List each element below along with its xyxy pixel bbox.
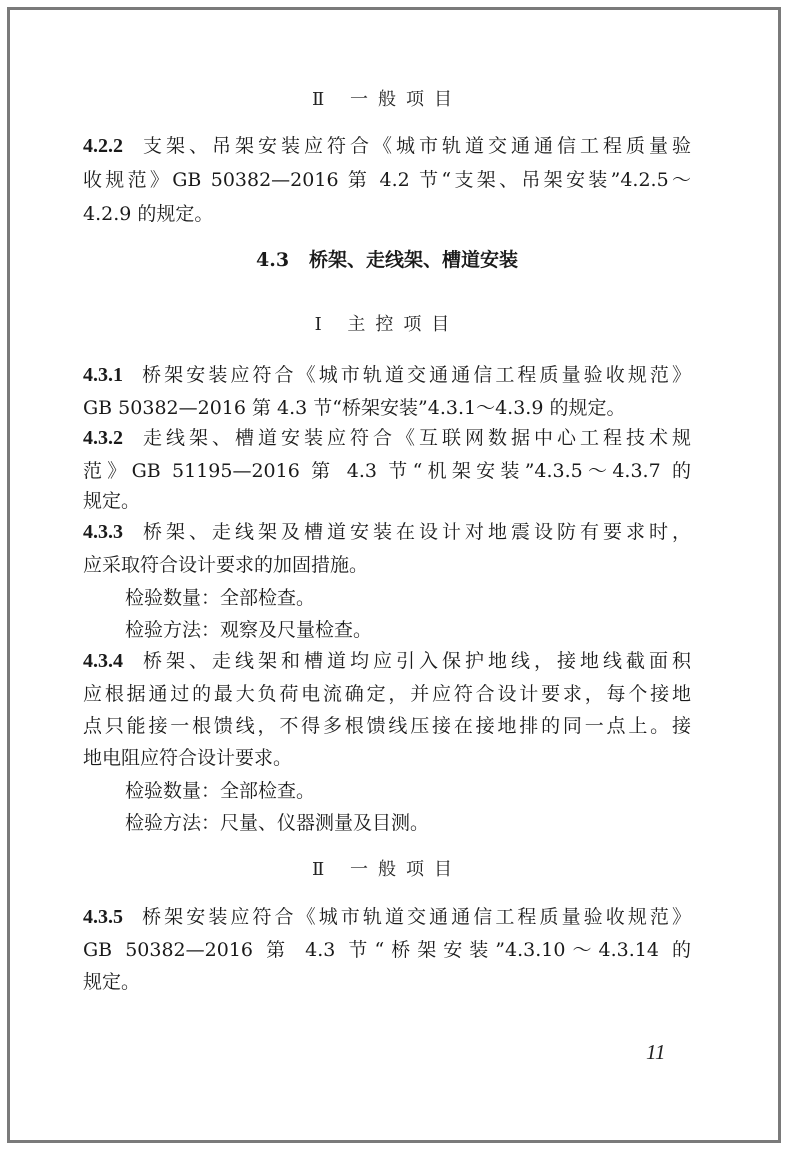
clause-4-2-2-line-2: 收规范》GB 50382—2016 第 4.2 节“支架、吊架安装”4.2.5～	[83, 169, 691, 191]
clause-4-3-5-line-2: GB 50382—2016 第 4.3 节“桥架安装”4.3.10～4.3.14 的	[83, 939, 691, 961]
clause-4-3-3-line-1: 4.3.3 桥架、走线架及槽道安装在设计对地震设防有要求时，	[83, 521, 691, 543]
clause-4-3-3-line-2: 应采取符合设计要求的加固措施。	[83, 554, 369, 576]
clause-4-3-5-line-1: 4.3.5 桥架安装应符合《城市轨道交通通信工程质量验收规范》	[83, 906, 691, 928]
inspection-quantity: 检验数量：全部检查。	[125, 780, 316, 802]
sub-heading-general-items: Ⅱ 一般项目	[312, 859, 462, 880]
sub-heading-general-items: Ⅱ 一般项目	[312, 89, 462, 110]
clause-number: 4.3.2	[83, 427, 123, 449]
inspection-method: 检验方法：观察及尺量检查。	[125, 619, 373, 641]
clause-number: 4.3.4	[83, 650, 123, 672]
clause-4-3-4-line-2: 应根据通过的最大负荷电流确定，并应符合设计要求，每个接地	[83, 683, 691, 705]
clause-4-3-4-line-1: 4.3.4 桥架、走线架和槽道均应引入保护地线，接地线截面积	[83, 650, 691, 672]
clause-4-2-2-line-3: 4.2.9 的规定。	[83, 203, 214, 225]
clause-number: 4.3.5	[83, 906, 123, 928]
clause-number: 4.3.3	[83, 521, 123, 543]
clause-4-3-2-line-3: 规定。	[83, 490, 141, 512]
clause-4-3-2-line-2: 范》GB 51195—2016 第 4.3 节“机架安装”4.3.5～4.3.7 的	[83, 460, 691, 482]
section-heading-4-3: 4.3 桥架、走线架、槽道安装	[256, 249, 518, 271]
clause-4-3-4-line-3: 点只能接一根馈线，不得多根馈线压接在接地排的同一点上。接	[83, 715, 691, 737]
sub-heading-main-control-items: Ⅰ 主控项目	[314, 314, 460, 335]
clause-4-3-4-line-4: 地电阻应符合设计要求。	[83, 747, 293, 769]
inspection-quantity: 检验数量：全部检查。	[125, 587, 316, 609]
clause-4-3-1-line-2: GB 50382—2016 第 4.3 节“桥架安装”4.3.1～4.3.9 的规定。	[83, 397, 626, 419]
clause-4-2-2-line-1: 4.2.2 支架、吊架安装应符合《城市轨道交通通信工程质量验	[83, 135, 691, 157]
clause-4-3-2-line-1: 4.3.2 走线架、槽道安装应符合《互联网数据中心工程技术规	[83, 427, 691, 449]
inspection-method: 检验方法：尺量、仪器测量及目测。	[125, 812, 430, 834]
clause-4-3-5-line-3: 规定。	[83, 971, 141, 993]
clause-4-3-1-line-1: 4.3.1 桥架安装应符合《城市轨道交通通信工程质量验收规范》	[83, 364, 691, 386]
clause-number: 4.3.1	[83, 364, 123, 386]
clause-number: 4.2.2	[83, 135, 123, 157]
page-number: 11	[646, 1040, 666, 1064]
